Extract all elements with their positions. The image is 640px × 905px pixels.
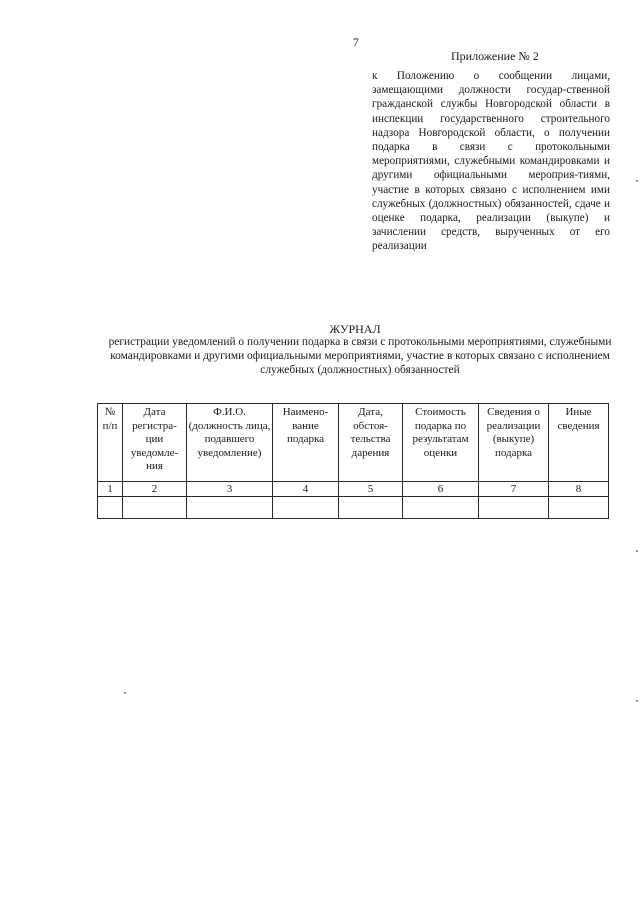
table-cell[interactable] (98, 497, 123, 519)
column-header-gift-name: Наимено-вание подарка (273, 404, 339, 482)
column-header-gift-date: Дата, обстоя-тельства дарения (339, 404, 403, 482)
appendix-preamble: к Положению о сообщении лицами, замещающими должности государ-ственной гражданской службы Новгородской области в инспекции государственного строительного надзора Новгородской области, о получении подарка в связи с протокольными мероприятиями, служебными командировками и другими официальными мероприя-тиями, участие в которых связано с исполнением ими служебных (должностных) обязанностей, сдаче и оценке подарка, реализации (выкупе) и зачислении средств, вырученных от его реализации (372, 70, 610, 253)
table-cell[interactable] (403, 497, 479, 519)
column-number-cell: 5 (339, 482, 403, 497)
scan-artifact-dot (124, 692, 126, 694)
appendix-title: Приложение № 2 (451, 49, 539, 63)
column-header-full-name: Ф.И.О. (должность лица, подавшего уведомление) (187, 404, 273, 482)
scan-artifact-dot (636, 700, 638, 702)
column-number-cell: 1 (98, 482, 123, 497)
table-row (98, 497, 609, 519)
table-cell[interactable] (339, 497, 403, 519)
column-number-cell: 3 (187, 482, 273, 497)
column-number-cell: 8 (549, 482, 609, 497)
page-number: 7 (353, 35, 359, 49)
table-header-row (98, 404, 609, 482)
table-cell[interactable] (549, 497, 609, 519)
table-cell[interactable] (123, 497, 187, 519)
table-cell[interactable] (273, 497, 339, 519)
column-number-cell: 4 (273, 482, 339, 497)
column-number-cell: 6 (403, 482, 479, 497)
table-cell[interactable] (479, 497, 549, 519)
column-number-cell: 2 (123, 482, 187, 497)
column-header-number: № п/п (98, 404, 123, 482)
scan-artifact-dot (636, 550, 638, 552)
journal-subtitle: регистрации уведомлений о получении подарка в связи с протокольными мероприятиями, служебными командировками и другими официальными мероприятиями, участие в которых связано с исполнением служебных (должностных) обязанностей (108, 336, 612, 376)
column-header-registration-date: Дата регистра-ции уведомле-ния (123, 404, 187, 482)
table-number-row (98, 482, 609, 497)
column-header-other-info: Иные сведения (549, 404, 609, 482)
journal-heading: ЖУРНАЛ (329, 322, 381, 336)
column-number-cell: 7 (479, 482, 549, 497)
table-cell[interactable] (187, 497, 273, 519)
scan-artifact-dot (636, 180, 638, 182)
journal-table (97, 403, 609, 519)
column-header-gift-value: Стоимость подарка по результатам оценки (403, 404, 479, 482)
column-header-sale-info: Сведения о реализации (выкупе) подарка (479, 404, 549, 482)
